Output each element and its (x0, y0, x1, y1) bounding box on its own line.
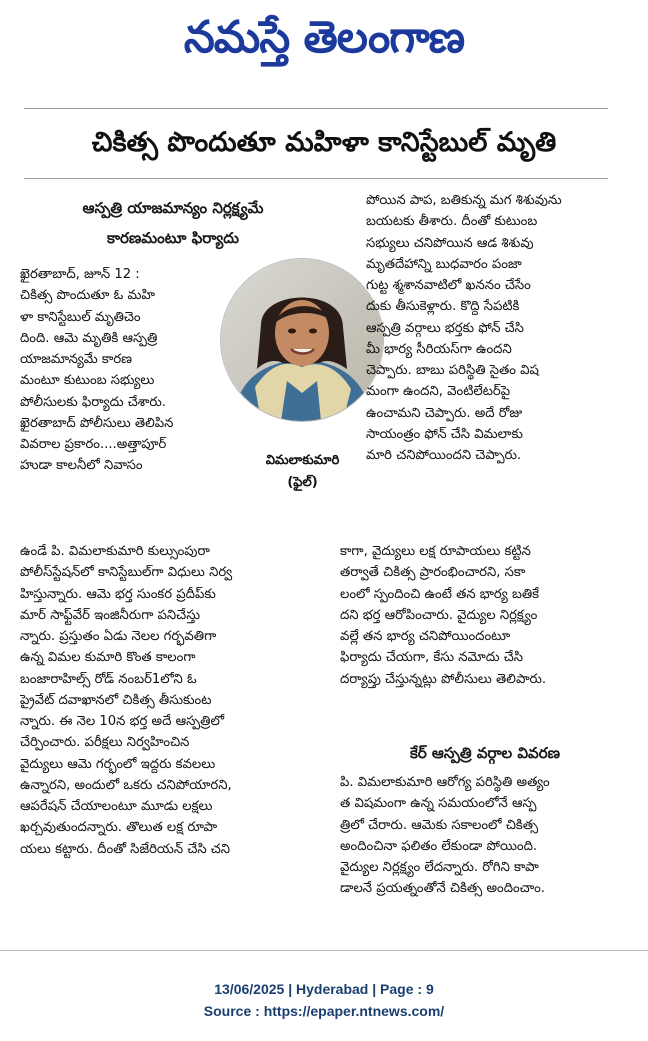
text-line: ప్రైవేట్ దవాఖానలో చికిత్స తీసుకుంట (20, 692, 212, 708)
text-line: గుట్ట శ్మశానవాటిలో ఖననం చేసేం (366, 278, 531, 293)
right-subheading: కేర్ ఆస్పత్రి వర్గాల వివరణ (409, 744, 561, 762)
photo-caption-note: (ఫైల్) (287, 475, 318, 490)
text-line: మార్ సాఫ్ట్‌వేర్ ఇంజినీరుగా పనిచేస్తు (20, 607, 201, 623)
text-line: సాయంత్రం ఫోన్ చేసి విమలాకు (366, 426, 523, 442)
footer-date-line: 13/06/2025 | Hyderabad | Page : 9 (214, 981, 434, 997)
text-line: మీ భార్య సీరియస్‌గా ఉందని (366, 341, 512, 357)
text-line: న్నారు. ఈ నెల 10న భర్త అదే ఆస్పత్రిలో (20, 714, 225, 729)
text-line: ఉన్నారని, అందులో ఒకరు చనిపోయారని, (20, 777, 232, 793)
text-line: అందించినా ఫలితం లేకుండా పోయింది. (340, 838, 538, 854)
text-line: తర్వాతే చికిత్స ప్రారంభించారని, సకా (340, 565, 526, 581)
text-line: పోయిన పాప, బతికున్న మగ శిశువును (366, 193, 562, 208)
text-line: మంగా ఉందని, వెంటిలేటర్‌పై (366, 384, 511, 400)
text-line: దర్యాప్తు చేస్తున్నట్లు పోలీసులు తెలిపారు. (340, 671, 547, 687)
left-column-wide (20, 541, 330, 860)
text-line: ఫిర్యాదు చేయగా, కేసు నమోదు చేసి (340, 650, 524, 666)
text-line: న్నారు. ప్రస్తుతం ఏడు నెలల గర్భవతిగా (20, 629, 217, 644)
portrait-photo (220, 258, 384, 422)
text-line: మృతదేహాన్ని బుధవారం పంజా (366, 256, 522, 272)
text-line: డాలనే ప్రయత్నంతోనే చికిత్స అందించాం. (340, 881, 545, 897)
photo-caption (245, 450, 360, 494)
text-line: ఆపరేషన్ చేయాలంటూ మూడు లక్షలు (20, 799, 213, 814)
text-line: త విషమంగా ఉన్న సమయంలోనే ఆస్ప (340, 796, 537, 812)
photo-caption-name: విమలాకుమారి (265, 453, 340, 468)
text-line: ఉండే పి. విమలాకుమారి కుల్సుంపురా (20, 544, 210, 559)
text-line: ఖైరతాబాద్, జూన్ 12 : (20, 267, 140, 282)
right-column-bottom (340, 772, 630, 900)
masthead-divider (24, 108, 608, 109)
text-line: హిస్తున్నారు. ఆమె భర్త సుంకర ప్రదీప్‌కు (20, 586, 216, 602)
masthead-title: నమస్తే తెలంగాణ (183, 12, 465, 63)
text-line: బంజారాహిల్స్ రోడ్ నంబర్1లోని ఓ (20, 671, 197, 687)
left-subheading-line: ఆస్పత్రి యాజమాన్యం నిర్లక్ష్యమే (82, 199, 264, 217)
text-line: యలు కట్టారు. దీంతో సిజేరియన్ చేసి చని (20, 841, 231, 857)
footer-source-line: Source : https://epaper.ntnews.com/ (203, 1003, 445, 1019)
text-line: పోలీస్‌స్టేషన్‌లో కానిస్టేబుల్‌గా విధులు నిర్వ (20, 565, 233, 581)
right-column-narrow (366, 190, 628, 466)
text-line: వైద్యులు ఆమె గర్భంలో ఇద్దరు కవలలు (20, 756, 216, 772)
text-line: పి. విమలాకుమారి ఆరోగ్య పరిస్థితి అత్యం (340, 775, 550, 790)
text-line: బయటకు తీశారు. దీంతో కుటుంబ (366, 214, 538, 230)
text-line: వల్లే తన భార్య చనిపోయిందంటూ (340, 629, 511, 644)
text-line: హుడా కాలనీలో నివాసం (20, 458, 143, 474)
article-headline: చికిత్స పొందుతూ మహిళా కానిస్టేబుల్ మృతి (91, 127, 557, 158)
text-line: దుకు తీసుకెళ్లారు. కొద్ది సేపటికి (366, 299, 520, 315)
headline-divider (24, 178, 608, 179)
text-line: కాగా, వైద్యులు లక్ష రూపాయలు కట్టిన (340, 544, 531, 559)
text-line: మారి చనిపోయిందని చెప్పారు. (366, 448, 522, 463)
text-line: యాజమాన్యమే కారణ (20, 352, 133, 367)
text-line: పోలీసులకు ఫిర్యాదు చేశారు. (20, 394, 166, 410)
text-line: త్రిలో చేరారు. ఆమెకు సకాలంలో చికిత్స (340, 817, 539, 833)
text-line: లంలో స్పందించి ఉంటే తన భార్య బతికే (340, 586, 540, 602)
right-column-wide (340, 541, 630, 690)
text-line: ఆస్పత్రి వర్గాలు భర్తకు ఫోన్ చేసి (366, 320, 524, 336)
text-line: చికిత్స పొందుతూ ఓ మహి (20, 288, 156, 304)
left-subheading-line: కారణమంటూ ఫిర్యాదు (107, 229, 239, 247)
text-line: దని భర్త ఆరోపించారు. వైద్యుల నిర్లక్ష్యం (340, 607, 538, 623)
text-line: సభ్యులు చనిపోయిన ఆడ శిశువు (366, 235, 534, 251)
text-line: వివరాల ప్రకారం....అత్తాపూర్ (20, 437, 167, 452)
text-line: చేర్పించారు. పరీక్షలు నిర్వహించిన (20, 735, 190, 751)
text-line: చెప్పారు. బాబు పరిస్థితి సైతం విష (366, 363, 539, 378)
text-line: ఖైరతాబాద్ పోలీసులు తెలిపిన (20, 415, 174, 431)
left-column-narrow (20, 264, 220, 477)
footer-divider (0, 950, 648, 951)
text-line: మంటూ కుటుంబ సభ్యులు (20, 373, 155, 389)
text-line: ఖర్చవుతుందన్నారు. తొలుత లక్ష రూపా (20, 820, 218, 836)
left-subheading (20, 193, 326, 253)
text-line: ఉంచామని చెప్పారు. అదే రోజు (366, 405, 523, 421)
text-line: వైద్యుల నిర్లక్ష్యం లేదన్నారు. రోగిని కాపా (340, 860, 539, 875)
text-line: ఉన్న విమల కుమారి కొంత కాలంగా (20, 650, 196, 666)
portrait-illustration (221, 259, 383, 421)
text-line: దింది. ఆమె మృతికి ఆస్పత్రి (20, 330, 158, 346)
text-line: ళా కానిస్టేబుల్ మృతిచెం (20, 309, 141, 325)
